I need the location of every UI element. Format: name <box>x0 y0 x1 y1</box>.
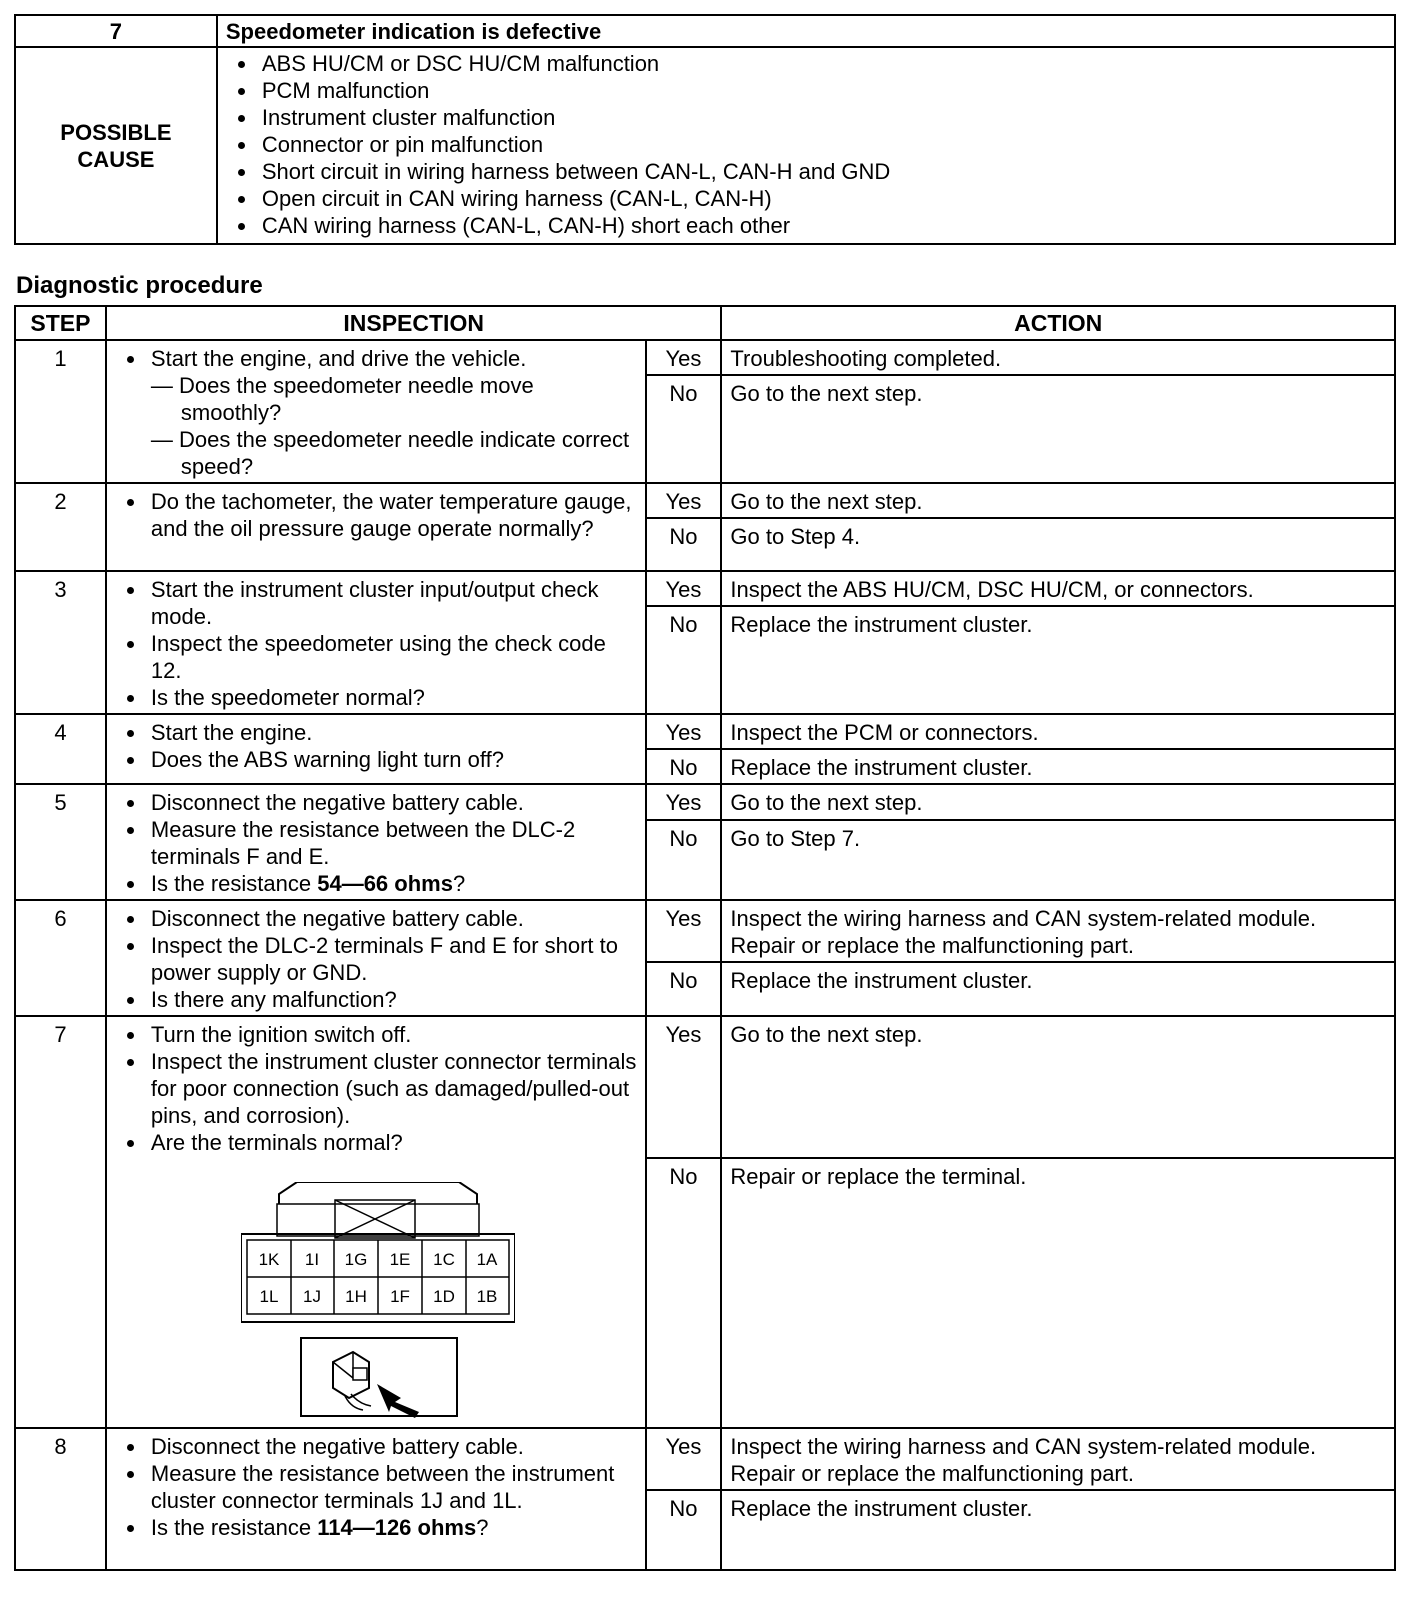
possible-cause-label <box>15 47 217 244</box>
inspection-item: Start the instrument cluster input/output check mode. <box>107 576 639 630</box>
yes-action-line: Inspect the wiring harness and CAN system-related module. <box>730 1434 1317 1459</box>
no-label: No <box>646 1490 722 1570</box>
inspection-cell <box>106 714 646 784</box>
yes-action: Inspect the PCM or connectors. <box>721 714 1395 749</box>
no-label: No <box>646 1158 722 1428</box>
inspection-item: Is there any malfunction? <box>107 986 639 1013</box>
no-action: Go to Step 7. <box>721 820 1395 900</box>
inspection-item: Start the engine, and drive the vehicle. <box>107 345 639 372</box>
step-number: 3 <box>15 571 106 714</box>
inspection-item: Measure the resistance between the DLC-2 terminals F and E. <box>107 816 639 870</box>
pin-label: 1D <box>433 1287 455 1306</box>
yes-action-line: Inspect the wiring harness and CAN system-related module. <box>730 906 1317 931</box>
step-number: 6 <box>15 900 106 1016</box>
inspection-question: Is the resistance 54—66 ohms? <box>107 870 639 897</box>
step-number: 1 <box>15 340 106 483</box>
no-label: No <box>646 606 722 714</box>
inspection-cell <box>106 571 646 714</box>
inspection-item: Does the ABS warning light turn off? <box>107 746 639 773</box>
no-label: No <box>646 749 722 784</box>
no-label: No <box>646 820 722 900</box>
inspection-item: Disconnect the negative battery cable. <box>107 905 639 932</box>
yes-action <box>721 900 1395 962</box>
resistance-spec: 54—66 ohms <box>317 871 453 896</box>
pin-label: 1J <box>302 1287 321 1306</box>
label-line-1: POSSIBLE <box>60 119 172 145</box>
no-action: Go to Step 4. <box>721 518 1395 571</box>
cause-item: Connector or pin malfunction <box>218 131 1390 158</box>
inspection-item: Disconnect the negative battery cable. <box>107 1433 639 1460</box>
inspection-item: Disconnect the negative battery cable. <box>107 789 639 816</box>
pin-label: 1H <box>345 1287 367 1306</box>
yes-action <box>721 1428 1395 1490</box>
step-number: 2 <box>15 483 106 571</box>
pin-label: 1K <box>258 1250 280 1269</box>
step-number: 8 <box>15 1428 106 1570</box>
no-action: Replace the instrument cluster. <box>721 962 1395 1016</box>
yes-action: Go to the next step. <box>721 784 1395 820</box>
inspection-question: — Does the speedometer needle indicate correct speed? <box>150 427 630 479</box>
pin-label: 1I <box>304 1250 319 1269</box>
cause-list <box>218 50 1390 239</box>
inspection-question: Is the resistance 114—126 ohms? <box>107 1514 639 1541</box>
header-inspection: INSPECTION <box>106 306 722 340</box>
yes-label: Yes <box>646 714 722 749</box>
inspection-cell <box>106 784 646 900</box>
cause-item: CAN wiring harness (CAN-L, CAN-H) short each other <box>218 212 1390 239</box>
pin-label: 1C <box>433 1250 455 1269</box>
yes-label: Yes <box>646 1016 722 1158</box>
cause-item: Open circuit in CAN wiring harness (CAN-L, CAN-H) <box>218 185 1390 212</box>
no-label: No <box>646 375 722 483</box>
table-row <box>15 483 1395 518</box>
yes-label: Yes <box>646 483 722 518</box>
table-row <box>15 714 1395 749</box>
yes-action: Go to the next step. <box>721 483 1395 518</box>
connector-inset-icon <box>301 1338 457 1418</box>
header-step: STEP <box>15 306 106 340</box>
inspection-item: Is the speedometer normal? <box>107 684 639 711</box>
header-action: ACTION <box>721 306 1395 340</box>
possible-cause-table <box>14 14 1396 245</box>
inspection-cell <box>106 1428 646 1570</box>
trouble-title: Speedometer indication is defective <box>217 15 1395 47</box>
trouble-number: 7 <box>15 15 217 47</box>
cause-item: Short circuit in wiring harness between CAN-L, CAN-H and GND <box>218 158 1390 185</box>
cause-list-cell <box>217 47 1395 244</box>
inspection-item: Start the engine. <box>107 719 639 746</box>
table-row <box>15 1016 1395 1158</box>
yes-label: Yes <box>646 784 722 820</box>
pin-label: 1L <box>259 1287 279 1306</box>
inspection-item: Measure the resistance between the instrument cluster connector terminals 1J and 1L. <box>107 1460 639 1514</box>
yes-action-line: Repair or replace the malfunctioning part. <box>730 1461 1134 1486</box>
table-row <box>15 784 1395 820</box>
inspection-cell <box>106 483 646 571</box>
step-number: 7 <box>15 1016 106 1428</box>
diagnostic-table <box>14 305 1396 1571</box>
inspection-cell <box>106 900 646 1016</box>
table-row <box>15 900 1395 962</box>
yes-action: Inspect the ABS HU/CM, DSC HU/CM, or connectors. <box>721 571 1395 606</box>
no-action: Repair or replace the terminal. <box>721 1158 1395 1428</box>
section-title: Diagnostic procedure <box>16 272 263 299</box>
connector-diagram <box>241 1182 639 1424</box>
no-action: Replace the instrument cluster. <box>721 1490 1395 1570</box>
inspection-item: Inspect the DLC-2 terminals F and E for short to power supply or GND. <box>107 932 639 986</box>
no-action: Replace the instrument cluster. <box>721 606 1395 714</box>
connector-illustration <box>241 1182 515 1418</box>
pin-label: 1B <box>476 1287 498 1306</box>
step-number: 4 <box>15 714 106 784</box>
step-number: 5 <box>15 784 106 900</box>
yes-label: Yes <box>646 571 722 606</box>
inspection-cell <box>106 1016 646 1428</box>
no-action: Replace the instrument cluster. <box>721 749 1395 784</box>
inspection-cell <box>106 340 646 483</box>
pin-label: 1G <box>344 1250 368 1269</box>
table-row <box>15 1428 1395 1490</box>
inspection-item: Do the tachometer, the water temperature gauge, and the oil pressure gauge operate normally? <box>107 488 639 542</box>
inspection-item: Are the terminals normal? <box>107 1129 639 1156</box>
yes-action: Go to the next step. <box>721 1016 1395 1158</box>
label-line-2: CAUSE <box>77 146 155 172</box>
cause-item: PCM malfunction <box>218 77 1390 104</box>
cause-item: Instrument cluster malfunction <box>218 104 1390 131</box>
inspection-question: — Does the speedometer needle move smoothly? <box>150 373 534 425</box>
no-action: Go to the next step. <box>721 375 1395 483</box>
inspection-item: Inspect the instrument cluster connector terminals for poor connection (such as damaged/pulled-out pins, and corrosion). <box>107 1048 639 1129</box>
yes-label: Yes <box>646 1428 722 1490</box>
yes-action-line: Repair or replace the malfunctioning part. <box>730 933 1134 958</box>
table-row <box>15 571 1395 606</box>
yes-action: Troubleshooting completed. <box>721 340 1395 375</box>
pin-label: 1F <box>389 1287 410 1306</box>
resistance-spec: 114—126 ohms <box>317 1515 477 1540</box>
table-row <box>15 340 1395 375</box>
inspection-item: Turn the ignition switch off. <box>107 1021 639 1048</box>
inspection-item: Inspect the speedometer using the check code 12. <box>107 630 639 684</box>
no-label: No <box>646 518 722 571</box>
pin-label: 1E <box>389 1250 411 1269</box>
yes-label: Yes <box>646 340 722 375</box>
yes-label: Yes <box>646 900 722 962</box>
no-label: No <box>646 962 722 1016</box>
cause-item: ABS HU/CM or DSC HU/CM malfunction <box>218 50 1390 77</box>
pin-label: 1A <box>476 1250 498 1269</box>
